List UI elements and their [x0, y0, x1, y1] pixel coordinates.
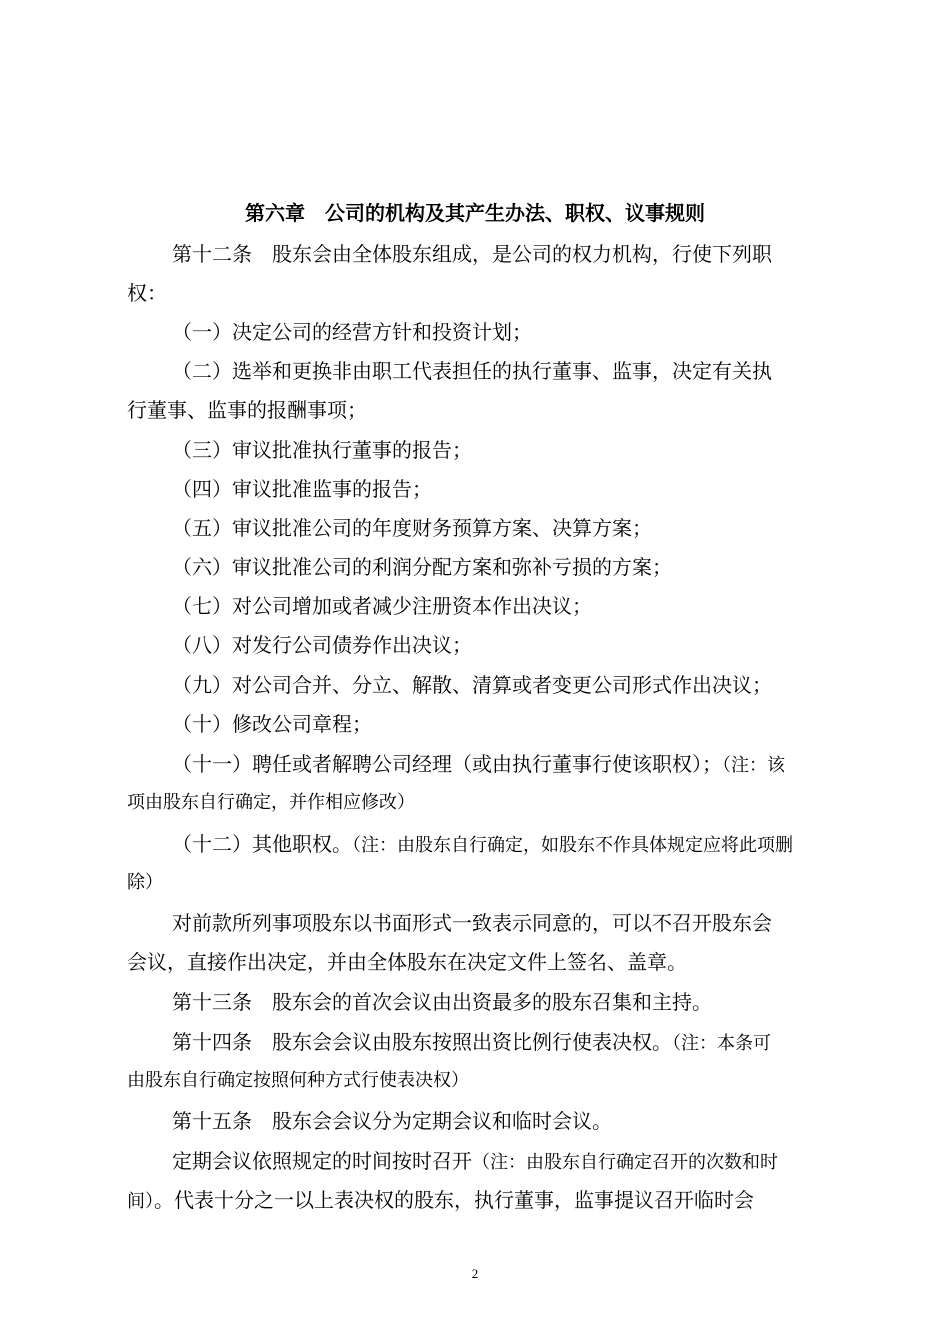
item-2-line-2: 行董事、监事的报酬事项；	[127, 398, 367, 422]
written-consent-line-1: 对前款所列事项股东以书面形式一致表示同意的，可以不召开股东会	[172, 911, 772, 935]
item-1: （一）决定公司的经营方针和投资计划；	[172, 320, 532, 344]
item-12-line-1	[172, 830, 793, 860]
periodic-meeting-line-1	[172, 1147, 778, 1177]
item-10: （十）修改公司章程；	[172, 712, 372, 736]
item-3: （三）审议批准执行董事的报告；	[172, 438, 472, 462]
item-6: （六）审议批准公司的利润分配方案和弥补亏损的方案；	[172, 555, 672, 579]
chapter-title: 第六章 公司的机构及其产生办法、职权、议事规则	[245, 201, 705, 225]
written-consent-line-2: 会议，直接作出决定，并由全体股东在决定文件上签名、盖章。	[127, 950, 687, 974]
item-11-note-part-2: 项由股东自行确定，并作相应修改）	[127, 792, 415, 813]
item-11-line-1	[172, 750, 785, 780]
item-2-line-1: （二）选举和更换非由职工代表担任的执行董事、监事，决定有关执	[172, 359, 772, 383]
periodic-meeting-note-part-2: 间）	[127, 1191, 154, 1212]
article-13: 第十三条 股东会的首次会议由出资最多的股东召集和主持。	[172, 990, 712, 1014]
item-7: （七）对公司增加或者减少注册资本作出决议；	[172, 594, 592, 618]
item-11-note-part-1: （注：该	[722, 755, 785, 776]
article-14-note-part-1: （注：本条可	[672, 1033, 771, 1054]
item-8: （八）对发行公司债券作出决议；	[172, 633, 472, 657]
article-15: 第十五条 股东会会议分为定期会议和临时会议。	[172, 1109, 612, 1133]
article-12-line-2: 权：	[127, 281, 167, 305]
item-12-text: （十二）其他职权。	[172, 832, 352, 856]
article-14-line-1	[172, 1028, 771, 1058]
item-9: （九）对公司合并、分立、解散、清算或者变更公司形式作出决议；	[172, 673, 772, 697]
periodic-meeting-note-part-1: （注：由股东自行确定召开的次数和时	[472, 1152, 778, 1173]
item-12-note-part-1: （注：由股东自行确定，如股东不作具体规定应将此项删	[352, 835, 793, 856]
periodic-meeting-line-2	[127, 1186, 754, 1216]
periodic-meeting-text: 定期会议依照规定的时间按时召开	[172, 1149, 472, 1173]
periodic-meeting-text-continued: 。代表十分之一以上表决权的股东，执行董事，监事提议召开临时会	[154, 1188, 754, 1212]
article-12-line-1: 第十二条 股东会由全体股东组成，是公司的权力机构，行使下列职	[172, 242, 772, 266]
page-number: 2	[471, 1266, 479, 1281]
item-12-note-part-2: 除）	[127, 872, 163, 893]
article-14-note-part-2: 由股东自行确定按照何种方式行使表决权）	[127, 1070, 469, 1091]
article-14-text: 第十四条 股东会会议由股东按照出资比例行使表决权。	[172, 1030, 672, 1054]
item-4: （四）审议批准监事的报告；	[172, 477, 432, 501]
item-5: （五）审议批准公司的年度财务预算方案、决算方案；	[172, 516, 652, 540]
item-11-text: （十一）聘任或者解聘公司经理（或由执行董事行使该职权）；	[172, 752, 722, 776]
